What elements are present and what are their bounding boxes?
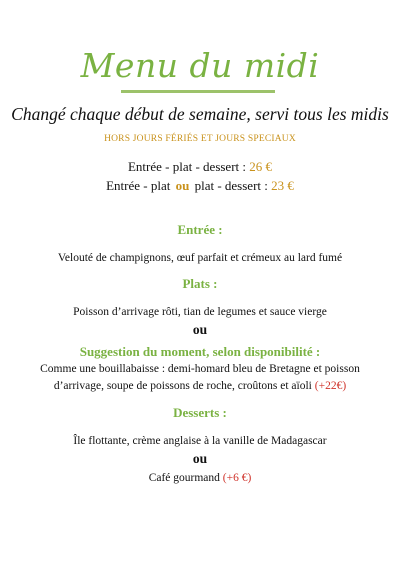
dish-dessert: Île flottante, crème anglaise à la vanille de Madagascar [73,435,327,447]
section-title-entree: Entrée : [177,222,223,237]
formula-label: Entrée - plat - dessert : [127,159,247,174]
dish-suggestion [30,361,370,395]
or-separator: ou [192,322,208,337]
formula-two-courses [0,178,400,194]
section-title-plats: Plats : [182,276,218,291]
formula-three-courses [0,159,400,175]
exception-note: HORS JOURS FÉRIÉS ET JOURS SPECIAUX [104,134,296,144]
section-title-suggestion: Suggestion du moment, selon disponibilité : [79,344,321,359]
dish-entree: Velouté de champignons, œuf parfait et crémeux au lard fumé [57,252,343,264]
dish-cafe-gourmand [0,470,400,487]
formula-label-end: plat - dessert : [194,178,268,193]
formula-label-start: Entrée - plat [106,178,171,193]
menu-title: Menu du midi [80,46,320,85]
formula-price: 26 € [249,159,273,174]
menu-subtitle: Changé chaque début de semaine, servi tous les midis [11,104,389,124]
formula-or: ou [175,178,190,193]
formula-price: 23 € [271,178,294,193]
suggestion-supplement: (+22€) [314,380,347,392]
cafe-gourmand-text: Café gourmand [148,472,220,484]
section-title-desserts: Desserts : [173,405,227,420]
cafe-supplement: (+6 €) [222,472,252,484]
dish-suggestion-text: Comme une bouillabaisse : demi-homard bleu de Bretagne et poisson d’arrivage, soupe de poissons de roche, croûtons et aïoli [40,363,360,392]
or-separator: ou [192,451,208,466]
dish-plat: Poisson d’arrivage rôti, tian de legumes et sauce vierge [73,306,327,318]
title-underline [121,90,275,93]
